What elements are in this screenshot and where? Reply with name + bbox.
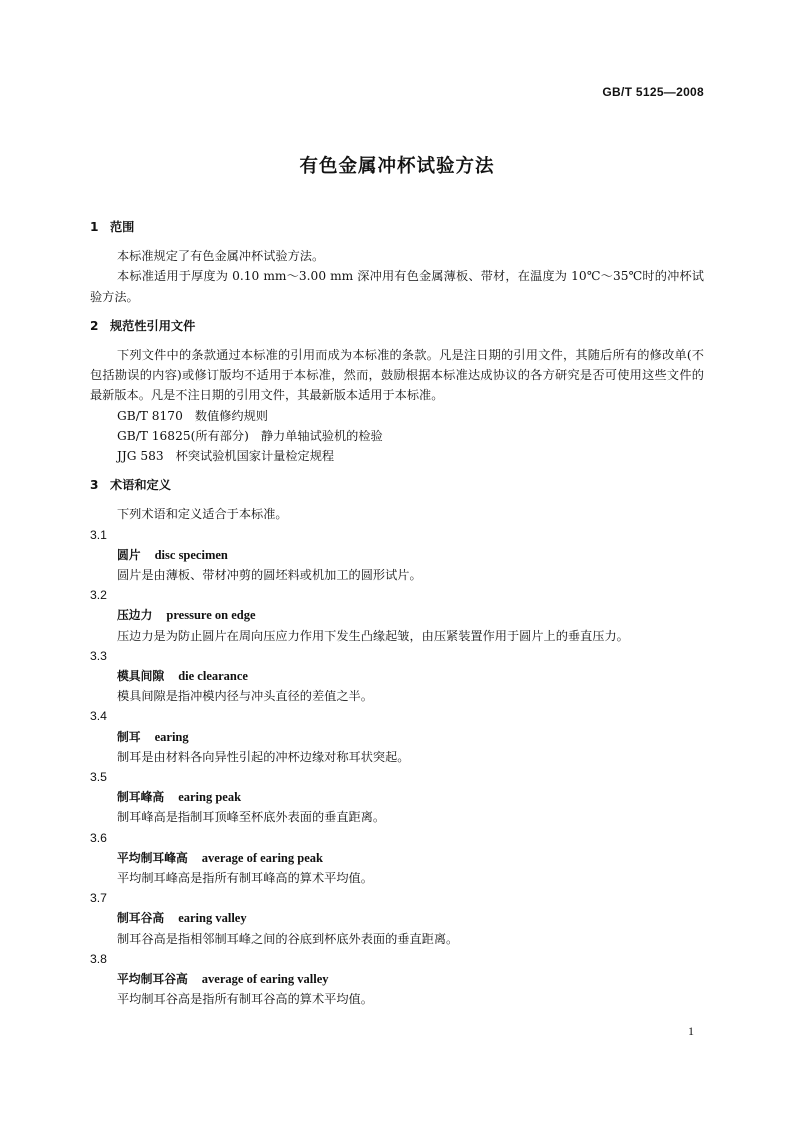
term-definition: 平均制耳谷高是指所有制耳谷高的算术平均值。 xyxy=(117,992,373,1007)
term-entry xyxy=(90,888,704,949)
term-definition: 制耳峰高是指制耳顶峰至杯底外表面的垂直距离。 xyxy=(117,810,386,825)
term-name: 制耳谷高 earing valley xyxy=(117,911,247,926)
term-name: 平均制耳谷高 average of earing valley xyxy=(117,971,329,986)
section-number: 1 xyxy=(90,220,99,234)
term-number: 3.8 xyxy=(90,951,107,966)
document-title: 有色金属冲杯试验方法 xyxy=(299,156,495,177)
term-entry xyxy=(90,706,704,767)
term-entry xyxy=(90,949,704,1010)
term-number: 3.3 xyxy=(90,648,107,663)
term-number: 3.1 xyxy=(90,527,107,542)
document-body xyxy=(90,217,704,1009)
reference-code: GB/T 16825(所有部分) xyxy=(117,428,249,443)
term-number: 3.7 xyxy=(90,891,107,906)
term-entry xyxy=(90,767,704,828)
reference-item xyxy=(90,406,704,426)
term-name: 模具间隙 die clearance xyxy=(117,669,248,684)
term-definition: 制耳是由材料各向异性引起的冲杯边缘对称耳状突起。 xyxy=(117,749,410,764)
section-title: 术语和定义 xyxy=(110,478,171,493)
term-entry xyxy=(90,585,704,646)
section-2-heading xyxy=(90,316,704,336)
term-number: 3.2 xyxy=(90,588,107,603)
term-name: 压边力 pressure on edge xyxy=(117,608,256,623)
scope-paragraph: 本标准规定了有色金属冲杯试验方法。 xyxy=(117,249,325,264)
reference-item xyxy=(90,426,704,446)
reference-title: 数值修约规则 xyxy=(194,408,268,423)
reference-code: JJG 583 xyxy=(117,449,164,464)
normative-references-paragraph: 下列文件中的条款通过本标准的引用而成为本标准的条款。凡是注日期的引用文件，其随后所有的修改单(不包括勘误的内容)或修订版均不适用于本标准，然而，鼓励根据本标准达成协议的各方研究是否可使用这些文件的最新版本。凡是不注日期的引用文件，其最新版本适用于本标准。 xyxy=(90,348,704,403)
term-definition: 制耳谷高是指相邻制耳峰之间的谷底到杯底外表面的垂直距离。 xyxy=(117,931,459,946)
page-number: 1 xyxy=(688,1024,694,1038)
term-entry xyxy=(90,828,704,889)
term-definition: 压边力是为防止圆片在周向压应力作用下发生凸缘起皱，由压紧装置作用于圆片上的垂直压力。 xyxy=(117,628,629,643)
section-title: 规范性引用文件 xyxy=(110,318,196,333)
term-name: 圆片 disc specimen xyxy=(117,547,228,562)
section-number: 2 xyxy=(90,318,99,333)
terms-intro: 下列术语和定义适合于本标准。 xyxy=(117,507,288,522)
standard-number: GB/T 5125—2008 xyxy=(602,85,704,99)
section-number: 3 xyxy=(90,478,99,493)
term-definition: 圆片是由薄板、带材冲剪的圆坯料或机加工的圆形试片。 xyxy=(117,568,422,583)
term-entry xyxy=(90,646,704,707)
term-number: 3.4 xyxy=(90,709,107,724)
term-entry xyxy=(90,525,704,586)
reference-code: GB/T 8170 xyxy=(117,408,183,423)
reference-title: 静力单轴试验机的检验 xyxy=(260,428,383,443)
section-title: 范围 xyxy=(110,220,135,234)
section-1-heading xyxy=(90,217,704,237)
term-definition: 模具间隙是指冲模内径与冲头直径的差值之半。 xyxy=(117,689,373,704)
term-name: 制耳 earing xyxy=(117,729,189,744)
term-name: 平均制耳峰高 average of earing peak xyxy=(117,850,323,865)
term-number: 3.6 xyxy=(90,830,107,845)
term-number: 3.5 xyxy=(90,770,107,785)
term-definition: 平均制耳峰高是指所有制耳峰高的算术平均值。 xyxy=(117,871,373,885)
term-name: 制耳峰高 earing peak xyxy=(117,790,242,805)
section-3-heading xyxy=(90,475,704,495)
scope-paragraph: 本标准适用于厚度为 0.10 mm～3.00 mm 深冲用有色金属薄板、带材，在温度为 10℃～35℃时的冲杯试验方法。 xyxy=(90,269,704,304)
reference-item xyxy=(90,446,704,466)
reference-title: 杯突试验机国家计量检定规程 xyxy=(175,449,335,464)
